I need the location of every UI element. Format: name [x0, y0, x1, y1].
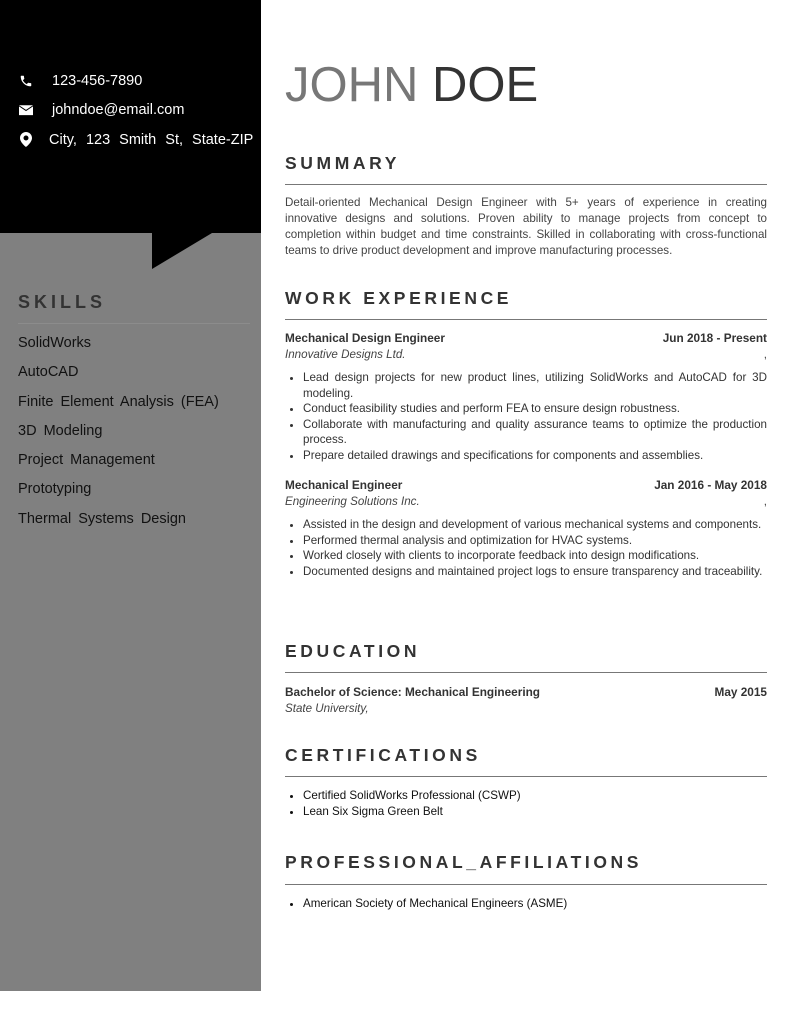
experience-heading: WORK EXPERIENCE	[285, 288, 513, 308]
envelope-icon	[17, 101, 35, 119]
skills-list	[18, 332, 219, 537]
graduation-date: May 2015	[714, 685, 767, 699]
experience-divider	[285, 319, 767, 320]
school: State University,	[285, 702, 369, 715]
address-text: City, 123 Smith St, State-ZIP	[49, 131, 254, 148]
skill-item: Thermal Systems Design	[18, 510, 186, 527]
list-item: • Worked closely with clients to incorporate feedback into design modifications.	[303, 548, 767, 564]
job-entry	[285, 331, 767, 464]
certifications-divider	[285, 776, 767, 777]
email-address[interactable]: johndoe@email.com	[52, 102, 185, 119]
list-item: • Performed thermal analysis and optimization for HVAC systems.	[303, 533, 767, 549]
job-responsibilities	[285, 517, 767, 579]
skill-item: Project Management	[18, 452, 155, 469]
summary-text: Detail-oriented Mechanical Design Engineer with 5+ years of experience in creating innovative designs and solutions. Proven ability to manage projects from concept to completion within budget and time constraints. Skilled in collaborating with cross-functional teams to drive product development and improve manufacturing processes.	[285, 196, 767, 257]
list-item: • Conduct feasibility studies and perform FEA to ensure design robustness.	[303, 401, 767, 417]
list-item: • American Society of Mechanical Engineers (ASME)	[303, 896, 785, 912]
job-dates: Jun 2018 - Present	[662, 331, 767, 345]
list-item: • Collaborate with manufacturing and quality assurance teams to optimize the production process.	[303, 417, 767, 448]
phone-icon	[17, 72, 35, 90]
certifications-list	[285, 788, 785, 820]
job-location: ,	[763, 495, 767, 508]
affiliations-list	[285, 896, 785, 912]
affiliations-heading: PROFESSIONAL_AFFILIATIONS	[285, 852, 643, 872]
skill-item: AutoCAD	[18, 364, 79, 381]
list-item: • Prepare detailed drawings and specifications for components and assemblies.	[303, 448, 767, 464]
list-item: • Lean Six Sigma Green Belt	[303, 804, 785, 820]
summary-divider	[285, 184, 767, 185]
skill-item: 3D Modeling	[18, 422, 103, 439]
job-responsibilities	[285, 370, 767, 464]
phone-number[interactable]: 123-456-7890	[52, 72, 143, 89]
contact-email	[17, 96, 257, 126]
affiliations-divider	[285, 884, 767, 885]
last-name: DOE	[432, 58, 539, 112]
list-item: • Assisted in the design and development of various mechanical systems and components.	[303, 517, 767, 533]
list-item: • Certified SolidWorks Professional (CSWP)	[303, 788, 785, 804]
job-company: Innovative Designs Ltd.	[285, 348, 406, 361]
skill-item: SolidWorks	[18, 335, 92, 351]
list-item: • Documented designs and maintained project logs to ensure transparency and traceability.	[303, 564, 767, 580]
job-dates: Jan 2016 - May 2018	[654, 478, 767, 492]
candidate-name	[285, 56, 538, 114]
certifications-heading: CERTIFICATIONS	[285, 745, 481, 765]
contact-address	[17, 125, 257, 155]
job-title: Mechanical Design Engineer	[285, 331, 445, 345]
first-name: JOHN	[285, 58, 419, 112]
job-location: ,	[763, 348, 767, 361]
education-divider	[285, 672, 767, 673]
job-title: Mechanical Engineer	[285, 478, 403, 492]
skill-item: Prototyping	[18, 481, 92, 498]
education-entry	[285, 685, 767, 718]
skills-heading: SKILLS	[18, 292, 107, 312]
job-entry	[285, 478, 767, 579]
job-company: Engineering Solutions Inc.	[285, 495, 420, 508]
contact-info	[17, 66, 257, 155]
skill-item: Finite Element Analysis (FEA)	[18, 393, 219, 410]
list-item: • Lead design projects for new product lines, utilizing SolidWorks and AutoCAD for 3D modeling.	[303, 370, 767, 401]
summary-heading: SUMMARY	[285, 153, 400, 173]
contact-phone	[17, 66, 257, 96]
map-pin-icon	[17, 131, 35, 149]
degree: Bachelor of Science: Mechanical Engineering	[285, 685, 541, 699]
skills-divider	[18, 323, 250, 324]
education-heading: EDUCATION	[285, 641, 421, 661]
